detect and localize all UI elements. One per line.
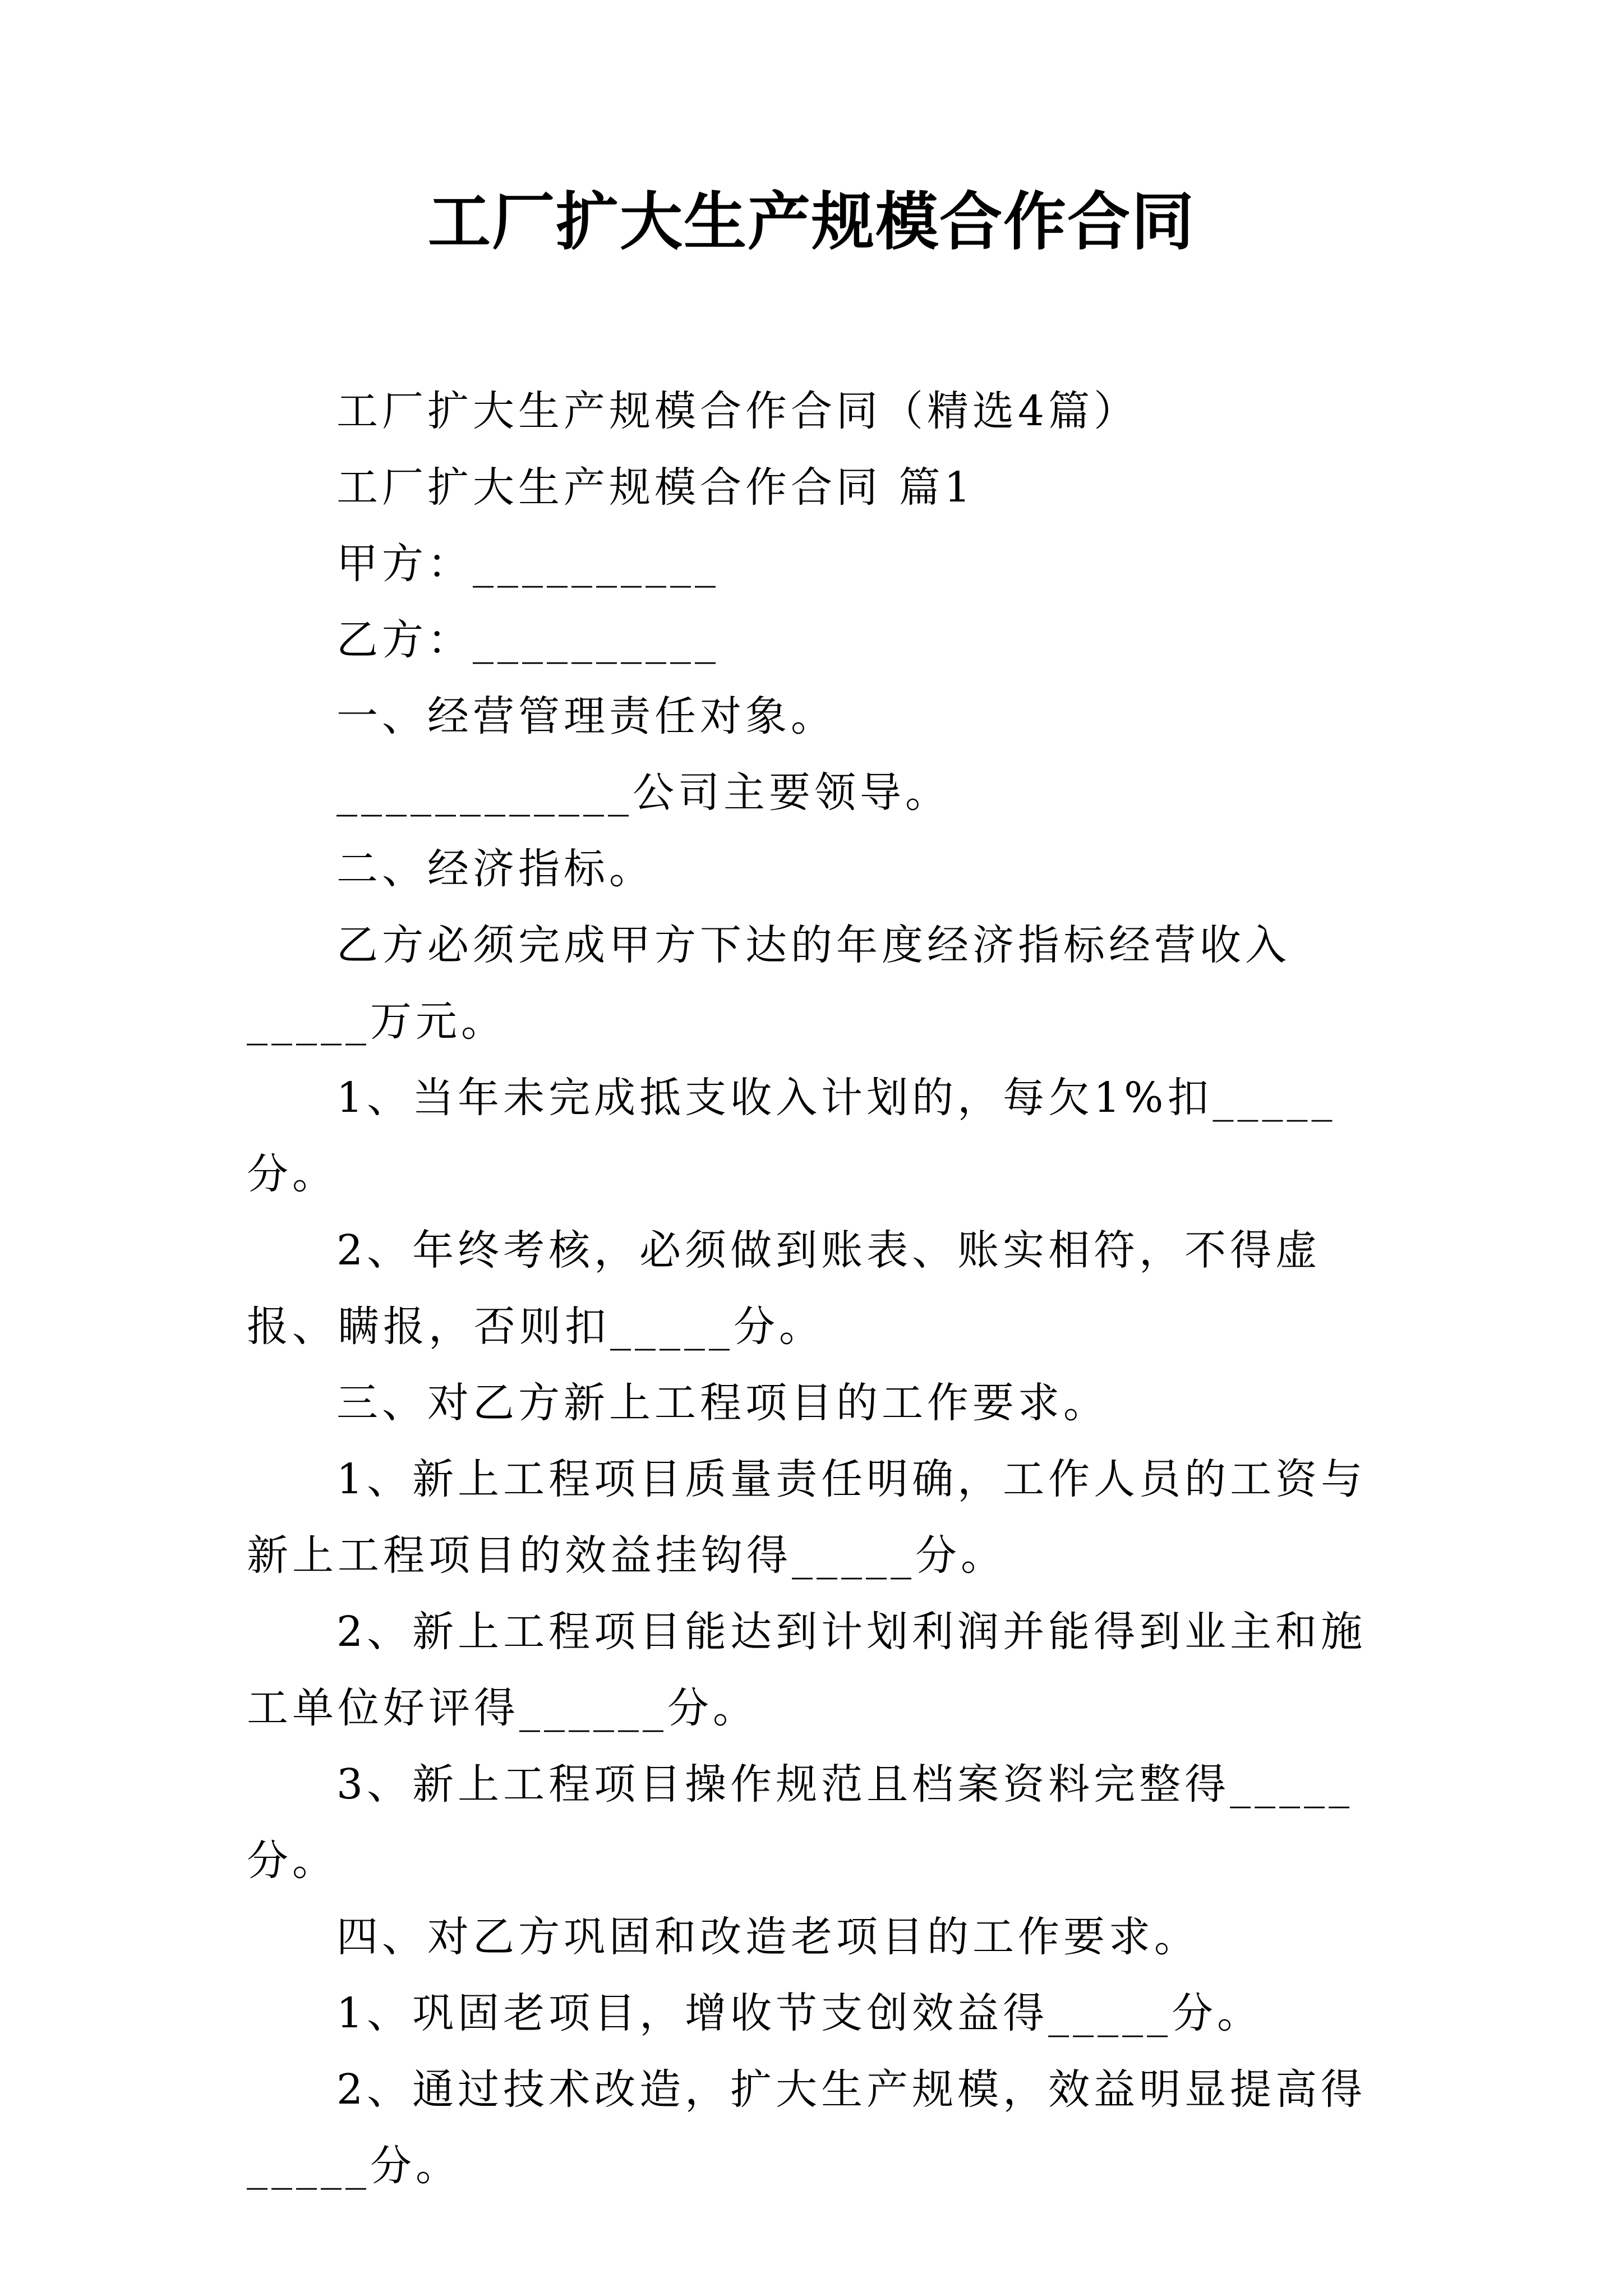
clause-text: 2、通过技术改造，扩大生产规模，效益明显提高得_____分。 xyxy=(247,2065,1367,2190)
clause-text: 乙方必须完成甲方下达的年度经济指标经营收入_____万元。 xyxy=(247,921,1290,1046)
clause-text: 3、新上工程项目操作规范且档案资料完整得_____分。 xyxy=(247,1760,1354,1885)
document-body xyxy=(247,373,1396,2204)
section-heading: 工厂扩大生产规模合作合同 篇1 xyxy=(336,463,975,512)
clause-heading: 一、经营管理责任对象。 xyxy=(336,692,836,740)
clause-text: ____________公司主要领导。 xyxy=(336,769,951,817)
clause-heading: 三、对乙方新上工程项目的工作要求。 xyxy=(336,1379,1109,1427)
party-a-line: 甲方：__________ xyxy=(336,540,720,588)
clause-heading: 四、对乙方巩固和改造老项目的工作要求。 xyxy=(336,1913,1200,1961)
clause-text: 2、年终考核，必须做到账表、账实相符，不得虚报、瞒报，否则扣_____分。 xyxy=(247,1226,1321,1351)
clause-text: 1、新上工程项目质量责任明确，工作人员的工资与新上工程项目的效益挂钩得_____分。 xyxy=(247,1455,1367,1580)
clause-heading: 二、经济指标。 xyxy=(336,845,654,893)
clause-text: 1、巩固老项目，增收节支创效益得_____分。 xyxy=(336,1989,1263,2037)
clause-text: 1、当年未完成抵支收入计划的，每欠1%扣_____分。 xyxy=(247,1074,1336,1198)
party-b-line: 乙方：__________ xyxy=(336,616,720,664)
document-title: 工厂扩大生产规模合作合同 xyxy=(428,185,1195,259)
clause-text: 2、新上工程项目能达到计划利润并能得到业主和施工单位好评得______分。 xyxy=(247,1608,1367,1732)
collection-heading: 工厂扩大生产规模合作合同（精选4篇） xyxy=(336,387,1140,435)
